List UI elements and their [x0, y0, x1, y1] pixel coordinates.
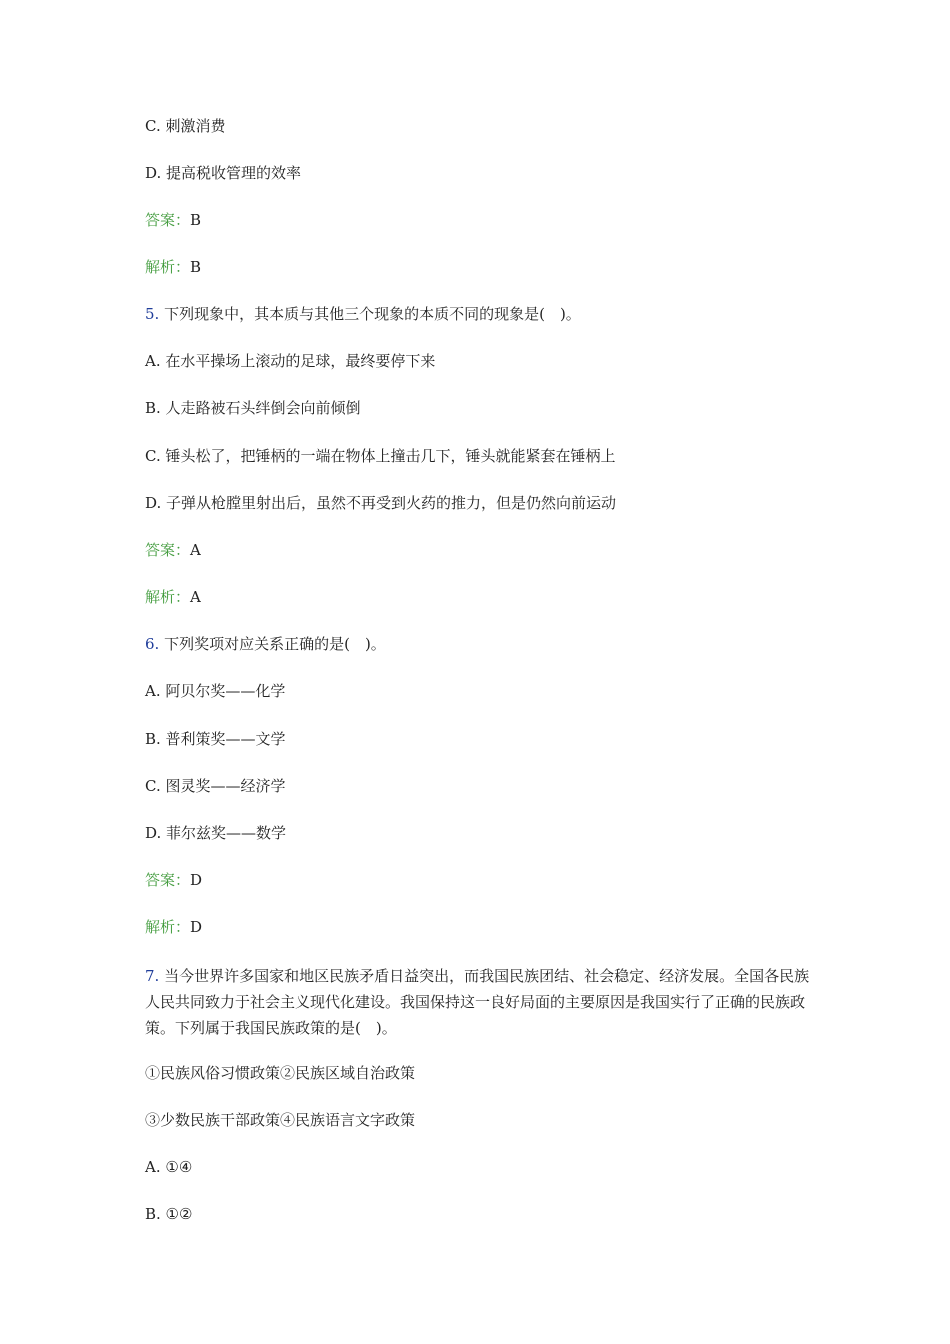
option-d: D. 提高税收管理的效率	[145, 164, 302, 182]
question-text: 下列奖项对应关系正确的是( )。	[164, 635, 386, 653]
option-d: D. 菲尔兹奖——数学	[145, 824, 287, 842]
question-number: 5.	[145, 305, 160, 323]
option-a: A. ①④	[145, 1158, 193, 1176]
answer-label: 答案：	[145, 871, 191, 889]
analysis-line	[145, 257, 201, 277]
analysis-label: 解析：	[145, 588, 191, 606]
option-b: B. 普利策奖——文学	[145, 730, 286, 748]
analysis-line	[145, 587, 201, 607]
answer-label: 答案：	[145, 541, 191, 559]
answer-value: D	[190, 871, 203, 889]
statement-line: ①民族风俗习惯政策②民族区域自治政策	[145, 1064, 416, 1082]
question-number: 6.	[145, 635, 160, 653]
answer-line	[145, 540, 201, 560]
analysis-value: B	[190, 258, 202, 276]
question-6	[145, 634, 386, 654]
option-c: C. 锤头松了，把锤柄的一端在物体上撞击几下，锤头就能紧套在锤柄上	[145, 447, 616, 465]
option-a: A. 在水平操场上滚动的足球，最终要停下来	[145, 352, 436, 370]
answer-label: 答案：	[145, 211, 191, 229]
analysis-value: D	[190, 918, 203, 936]
option-b: B. 人走路被石头绊倒会向前倾倒	[145, 399, 361, 417]
answer-value: B	[190, 211, 202, 229]
analysis-label: 解析：	[145, 918, 191, 936]
analysis-label: 解析：	[145, 258, 191, 276]
answer-line	[145, 210, 201, 230]
analysis-value: A	[190, 588, 201, 606]
answer-line	[145, 870, 202, 890]
analysis-line	[145, 917, 202, 937]
question-text: 当今世界许多国家和地区民族矛盾日益突出，而我国民族团结、社会稳定、经济发展。全国各民族人民共同致力于社会主义现代化建设。我国保持这一良好局面的主要原因是我国实行了正确的民族政策。下列属于我国民族政策的是( )。	[145, 967, 810, 1037]
answer-value: A	[190, 541, 201, 559]
option-c: C. 图灵奖——经济学	[145, 777, 286, 795]
question-7	[145, 963, 815, 1041]
question-number: 7.	[145, 967, 160, 985]
option-a: A. 阿贝尔奖——化学	[145, 682, 286, 700]
option-b: B. ①②	[145, 1205, 193, 1223]
question-5	[145, 304, 581, 324]
option-d: D. 子弹从枪膛里射出后，虽然不再受到火药的推力，但是仍然向前运动	[145, 494, 617, 512]
question-text: 下列现象中，其本质与其他三个现象的本质不同的现象是( )。	[164, 305, 581, 323]
option-c: C. 刺激消费	[145, 117, 226, 135]
statement-line: ③少数民族干部政策④民族语言文字政策	[145, 1111, 416, 1129]
